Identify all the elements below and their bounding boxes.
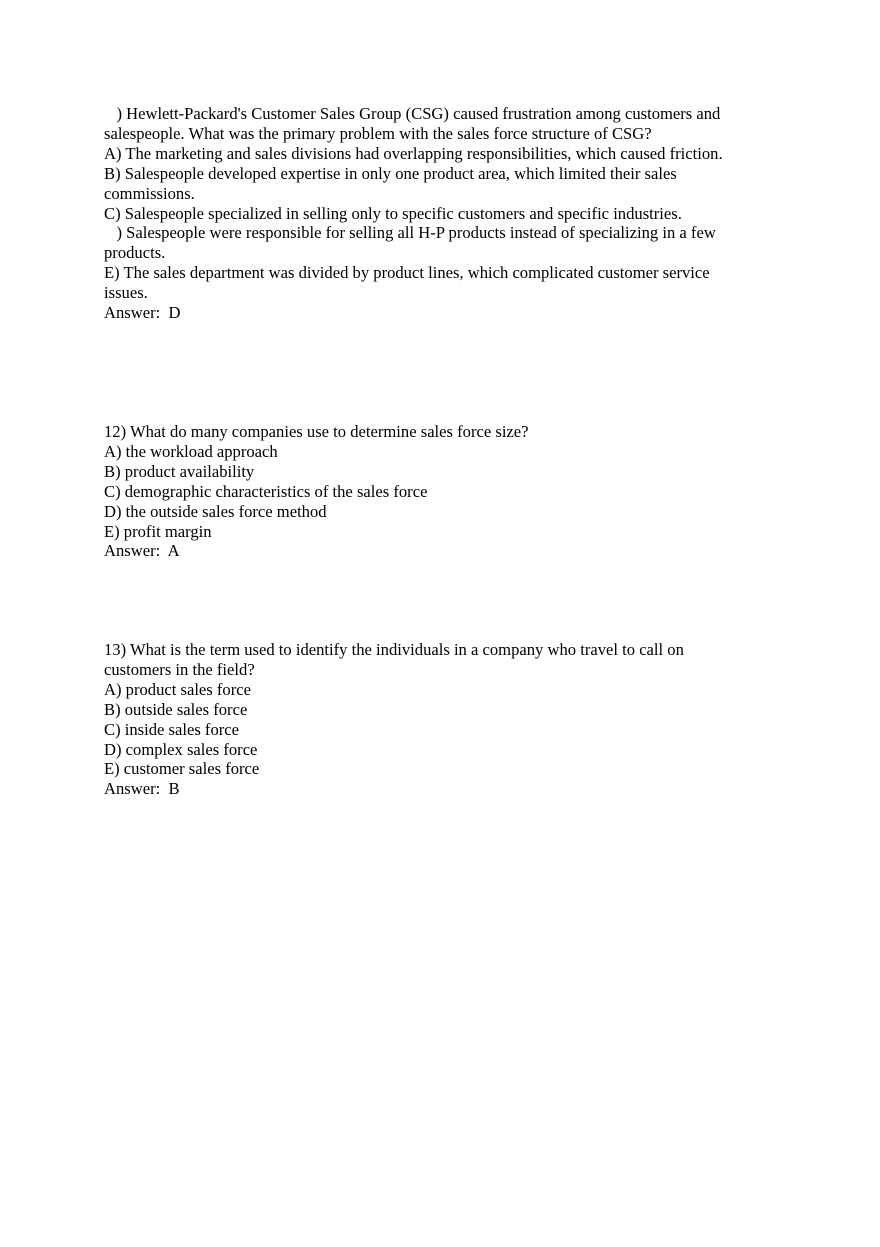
option-a: A) product sales force: [104, 679, 251, 699]
question-stem-line: salespeople. What was the primary problem with the sales force structure of CSG?: [104, 123, 652, 143]
option-d-continued: products.: [104, 243, 166, 263]
answer: Answer: A: [104, 541, 180, 561]
option-e: E) The sales department was divided by product lines, which complicated customer service: [104, 263, 710, 283]
option-d: D) the outside sales force method: [104, 501, 327, 521]
option-b: B) Salespeople developed expertise in only one product area, which limited their sales: [104, 163, 677, 183]
question-stem-line: customers in the field?: [104, 659, 255, 679]
option-c: C) Salespeople specialized in selling only to specific customers and specific industries.: [104, 203, 682, 223]
question-11: [104, 104, 764, 323]
option-e: E) profit margin: [104, 521, 212, 541]
option-e-continued: issues.: [104, 283, 148, 303]
question-stem-line: 12) What do many companies use to determine sales force size?: [104, 422, 529, 441]
option-a: A) the workload approach: [104, 441, 278, 461]
option-d: ) Salespeople were responsible for selling all H-P products instead of specializing in a few: [104, 223, 716, 243]
question-stem-line: ) Hewlett-Packard's Customer Sales Group (CSG) caused frustration among customers and: [104, 104, 721, 123]
option-c: C) inside sales force: [104, 719, 240, 739]
option-b: B) product availability: [104, 461, 255, 481]
answer: Answer: D: [104, 303, 181, 323]
answer: Answer: B: [104, 779, 180, 799]
option-b: B) outside sales force: [104, 699, 248, 719]
option-a: A) The marketing and sales divisions had overlapping responsibilities, which caused friction.: [104, 143, 723, 163]
question-12: [104, 422, 764, 561]
question-stem-line: 13) What is the term used to identify the individuals in a company who travel to call on: [104, 640, 684, 659]
option-e: E) customer sales force: [104, 759, 260, 779]
option-b-continued: commissions.: [104, 183, 195, 203]
option-d: D) complex sales force: [104, 739, 258, 759]
option-c: C) demographic characteristics of the sales force: [104, 481, 428, 501]
question-13: [104, 640, 764, 799]
